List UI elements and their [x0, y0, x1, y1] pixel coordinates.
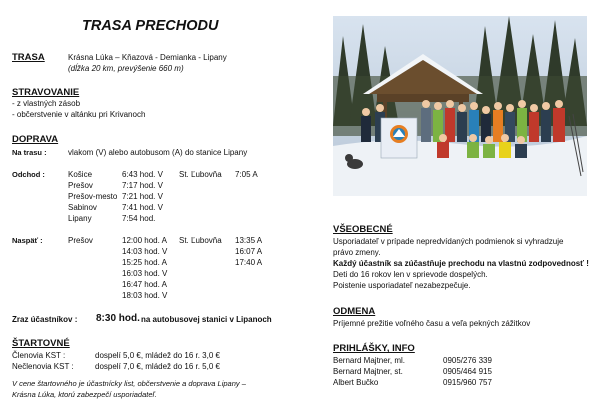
startovne-note: Krásna Lúka, ktorú zabezpečí usporiadateľ. [12, 390, 157, 399]
contact-phone: 0915/960 757 [443, 378, 492, 387]
naspat-label: Naspäť : [12, 236, 43, 245]
odchod-time: 7:54 hod. [122, 214, 156, 223]
contact-phone: 0905/464 915 [443, 367, 492, 376]
vseobecne-text: právo zmeny. [333, 248, 381, 257]
odchod-place: Prešov [68, 181, 93, 190]
naspat-time: 12:00 hod. A [122, 236, 167, 245]
vseobecne-text: Usporiadateľ v prípade nepredvídaných podmienok si vyhradzuje [333, 237, 564, 246]
odchod-time: 7:21 hod. V [122, 192, 163, 201]
stravovanie-item: - občerstvenie v altánku pri Krivanoch [12, 110, 146, 119]
naspat-time: 16:47 hod. A [122, 280, 167, 289]
startovne-heading: ŠTARTOVNÉ [12, 338, 70, 349]
odchod-time2: 7:05 A [235, 170, 258, 179]
odchod-place: Sabinov [68, 203, 97, 212]
stravovanie-heading: STRAVOVANIE [12, 87, 80, 98]
odchod-time: 7:41 hod. V [122, 203, 163, 212]
contact-name: Albert Bučko [333, 378, 379, 387]
na-trasu-text: vlakom (V) alebo autobusom (A) do stanice Lipany [68, 148, 248, 157]
naspat-time2: 17:40 A [235, 258, 263, 267]
odchod-place2: St. Ľubovňa [179, 170, 222, 179]
naspat-place2: St. Ľubovňa [179, 236, 222, 245]
startovne-value: dospelí 5,0 €, mládež do 16 r. 3,0 € [95, 351, 220, 360]
vseobecne-heading: VŠEOBECNÉ [333, 224, 393, 235]
zraz-place: na autobusovej stanici v Lipanoch [141, 315, 272, 324]
odchod-time: 6:43 hod. V [122, 170, 163, 179]
contact-phone: 0905/276 339 [443, 356, 492, 365]
trasa-route: Krásna Lúka – Kňazová - Demianka - Lipany [68, 53, 227, 62]
vseobecne-text: Deti do 16 rokov len v sprievode dospelých. [333, 270, 488, 279]
startovne-label: Členovia KST : [12, 351, 66, 360]
odchod-place: Prešov-mesto [68, 192, 118, 201]
odchod-place: Lipany [68, 214, 92, 223]
naspat-time2: 13:35 A [235, 236, 263, 245]
odmena-text: Príjemné prežitie voľného času a veľa pekných zážitkov [333, 319, 531, 328]
page-title: TRASA PRECHODU [82, 18, 219, 34]
startovne-value: dospelí 7,0 €, mládež do 16 r. 5,0 € [95, 362, 220, 371]
odchod-place: Košice [68, 170, 93, 179]
naspat-time: 18:03 hod. V [122, 291, 168, 300]
stravovanie-item: - z vlastných zásob [12, 99, 81, 108]
naspat-place: Prešov [68, 236, 93, 245]
doprava-heading: DOPRAVA [12, 134, 59, 145]
trasa-detail: (dĺžka 20 km, prevýšenie 660 m) [68, 64, 184, 73]
vseobecne-warning: Každý účastník sa zúčastňuje prechodu na vlastnú zodpovednosť ! [333, 259, 589, 268]
odchod-label: Odchod : [12, 170, 45, 179]
contact-name: Bernard Majtner, st. [333, 367, 403, 376]
naspat-time2: 16:07 A [235, 247, 263, 256]
odchod-time: 7:17 hod. V [122, 181, 163, 190]
contact-name: Bernard Majtner, ml. [333, 356, 406, 365]
naspat-time: 15:25 hod. A [122, 258, 167, 267]
prihlasky-heading: PRIHLÁŠKY, INFO [333, 343, 415, 354]
naspat-time: 14:03 hod. V [122, 247, 168, 256]
zraz-label: Zraz účastníkov : [12, 315, 78, 324]
zraz-time: 8:30 hod. [96, 313, 140, 324]
na-trasu-label: Na trasu : [12, 148, 47, 157]
odmena-heading: ODMENA [333, 306, 376, 317]
naspat-time: 16:03 hod. V [122, 269, 168, 278]
startovne-note: V cene štartovného je účastnícky list, občerstvenie a doprava Lipany – [12, 379, 246, 388]
startovne-label: Nečlenovia KST : [12, 362, 74, 371]
trasa-heading: TRASA [12, 52, 45, 63]
group-photo [333, 16, 587, 196]
vseobecne-text: Poistenie usporiadateľ nezabezpečuje. [333, 281, 471, 290]
